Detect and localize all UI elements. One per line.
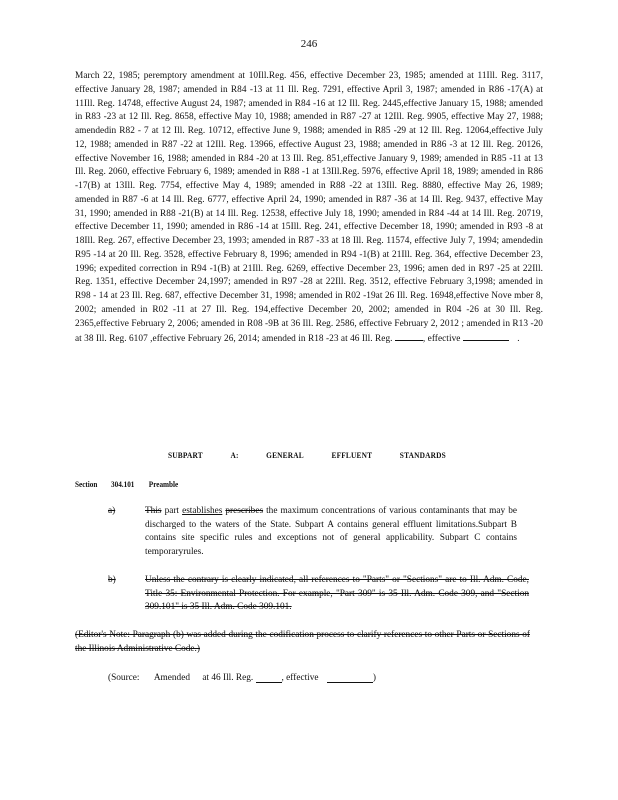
subpart-word-standards: STANDARDS	[399, 451, 446, 460]
paragraph-a-inserted: establishes	[182, 506, 223, 516]
paragraph-b: Unless the contrary is clearly indicated, all references to "Parts" or "Sections" are to Ill. Adm. Code, Title 35: Environmental Protection. For example, "Part 309" is 35 Ill. Adm. Code 309, and "Section 309.101" is 35 Ill. Adm. Code 309.101.	[145, 575, 529, 613]
effective-blank	[463, 331, 509, 341]
history-end: .	[517, 334, 520, 345]
paragraph-b-marker: b)	[108, 575, 116, 585]
history-note: March 22, 1985; peremptory amendment at 10Ill.Reg. 456, effective December 23, 1985; amended at 11Ill. Reg. 3117, effective January 28, 1987; amended in R84 -13 at 11 Ill. Reg. 7291, effective April 3, 1987; amended in R86 -17(A) at 11Ill. Reg. 14748, effective August 24, 1987; amended in R84 -16 at 12 Ill. Reg. 2445,effective January 15, 1988; amended in R83 -23 at 12 Ill. Reg. 8658, effective May 10, 1988; amended in R87 -27 at 12Ill. Reg. 9905, effective May 27, 1988; amendedin R82 - 7 at 12 Ill. Reg. 10712, effective June 9, 1988; amended in R85 -29 at 12 Ill. Reg. 12064,effective July 12, 1988; amended in R87 -22 at 12Ill. Reg. 13966, effective August 23, 1988; amended in R86 -3 at 12 Ill. Reg. 20126, effective November 16, 1988; amended in R84 -20 at 13 Ill. Reg. 851,effective January 9, 1989; amended in R85 -11 at 13 Ill. Reg. 2060, effective February 6, 1989; amended in R88 -1 at 13Ill.Reg. 5976, effective April 18, 1989; amended in R86 -17(B) at 13Ill. Reg. 7754, effective May 4, 1989; amended in R88 -22 at 13Ill. Reg. 8880, effective May 26, 1989; amended in R87 -6 at 14 Ill. Reg. 6777, effective April 24, 1990; amended in R87 -36 at 14 Ill. Reg. 9437, effective May 31, 1990; amended in R88 -21(B) at 14 Ill. Reg. 12538, effective July 18, 1990; amended in R84 -44 at 14 Ill. Reg. 20719, effective December 11, 1990; amended in R86 -14 at 15Ill. Reg. 241, effective December 18, 1990; amended in R93 -8 at 18Ill. Reg. 267, effective December 23, 1993; amended in R87 -33 at 18 Ill. Reg. 11574, effective July 7, 1994; amendedin R95 -14 at 20 Ill. Reg. 3528, effective February 8, 1996; amended in R94 -1(B) at 21Ill. Reg. 364, effective December 23, 1996; expedited correction in R94 -1(B) at 21Ill. Reg. 6269, effective December 23, 1996; amen ded in R97 -25 at 22Ill. Reg. 1351, effective December 24,1997; amended in R97 -28 at 22Ill. Reg. 3512, effective February 3,1998; amended in R98 - 14 at 23 Ill. Reg. 687, effective December 31, 1998; amended in R02 -19at 26 Ill. Reg. 16948,effective Nove mber 8, 2002; amended in R02 -11 at 27 Ill. Reg. 194,effective December 20, 2002; amended in R04 -26 at 30 Ill. Reg. 2365,effective February 2, 2006; amended in R08 -9B at 36 Ill. Reg. 2586, effective February 2, 2012 ; amended in R13 -20 at 38 Ill. Reg. 6107 ,effective February 26, 2014; amended in R18 -23 at 46 Ill. Reg. , effective .	[75, 71, 543, 345]
paragraph-a	[145, 505, 517, 559]
section-heading	[75, 480, 178, 489]
history-text: March 22, 1985; peremptory amendment at 10Ill.Reg. 456, effective December 23, 1985; amended at 11Ill. Reg. 3117, effective January 28, 1987; amended in R84 -13 at 11 Ill. Reg. 7291, effective April 3, 1987; amended in R86 -17(A) at 11Ill. Reg. 14748, effective August 24, 1987; amended in R84 -16 at 12 Ill. Reg. 2445,effective January 15, 1988; amended in R83 -23 at 12 Ill. Reg. 8658, effective May 10, 1988; amended in R87 -27 at 12Ill. Reg. 9905, effective May 27, 1988; amendedin R82 - 7 at 12 Ill. Reg. 10712, effective June 9, 1988; amended in R85 -29 at 12 Ill. Reg. 12064,effective July 12, 1988; amended in R87 -22 at 12Ill. Reg. 13966, effective August 23, 1988; amended in R86 -3 at 12 Ill. Reg. 20126, effective November 16, 1988; amended in R84 -20 at 13 Ill. Reg. 851,effective January 9, 1989; amended in R85 -11 at 13 Ill. Reg. 2060, effective February 6, 1989; amended in R88 -1 at 13Ill.Reg. 5976, effective April 18, 1989; amended in R86 -17(B) at 13Ill. Reg. 7754, effective May 4, 1989; amended in R88 -22 at 13Ill. Reg. 8880, effective May 26, 1989; amended in R87 -6 at 14 Ill. Reg. 6777, effective April 24, 1990; amended in R87 -36 at 14 Ill. Reg. 9437, effective May 31, 1990; amended in R88 -21(B) at 14 Ill. Reg. 12538, effective July 18, 1990; amended in R84 -44 at 14 Ill. Reg. 20719, effective December 11, 1990; amended in R86 -14 at 15Ill. Reg. 241, effective December 18, 1990; amended in R93 -8 at 18Ill. Reg. 267, effective December 23, 1993; amended in R87 -33 at 18 Ill. Reg. 11574, effective July 7, 1994; amendedin R95 -14 at 20 Ill. Reg. 3528, effective February 8, 1996; amended in R94 -1(B) at 21Ill. Reg. 364, effective December 23, 1996; expedited correction in R94 -1(B) at 21Ill. Reg. 6269, effective December 23, 1996; amen ded in R97 -25 at 22Ill. Reg. 1351, effective December 24,1997; amended in R97 -28 at 22Ill. Reg. 3512, effective February 3,1998; amended in R98 - 14 at 23 Ill. Reg. 687, effective December 31, 1998; amended in R02 -19at 26 Ill. Reg. 16948,effective Nove mber 8, 2002; amended in R02 -11 at 27 Ill. Reg. 194,effective December 20, 2002; amended in R04 -26 at 30 Ill. Reg. 2365,effective February 2, 2006; amended in R08 -9B at 36 Ill. Reg. 2586, effective February 2, 2012 ; amended in R13 -20 at 38 Ill. Reg. 6107 ,effective February 26, 2014; amended in R18 -23 at 46 Ill. Reg.	[75, 71, 543, 345]
paragraph-a-text-2: the maximum concentrations of various contaminants that may be discharged to the waters of the State. Subpart A contains general effluent limitations.Subpart B contains site specific rules and exceptions not of general applicability. Subpart C contains temporaryrules.	[145, 506, 517, 557]
reg-blank	[395, 331, 423, 341]
paragraph-a-struck-lead: This	[145, 506, 162, 516]
paragraph-a-struck: prescribes	[225, 506, 264, 516]
source-at: at 46 Ill. Reg.	[202, 673, 254, 683]
section-number: 304.101	[111, 480, 135, 489]
section-title: Preamble	[148, 480, 179, 489]
source-effective: , effective	[281, 673, 319, 683]
subpart-heading	[168, 451, 474, 460]
history-effective: effective	[427, 334, 461, 345]
page-number: 246	[300, 38, 318, 50]
subpart-word: SUBPART	[168, 451, 203, 460]
paragraph-a-text-1: part	[164, 506, 180, 516]
source-reg-blank	[256, 672, 282, 683]
source-amended: Amended	[153, 673, 190, 683]
source-effective-blank	[327, 672, 373, 683]
section-label: Section	[75, 480, 98, 489]
subpart-letter: A:	[230, 451, 239, 460]
editors-note: (Editor's Note: Paragraph (b) was added during the codification process to clarify references to other Parts or Sections of the Illinois Administrative Code.)	[75, 630, 530, 654]
subpart-word-general: GENERAL	[266, 451, 304, 460]
source-note	[108, 672, 376, 683]
source-close: )	[372, 673, 376, 683]
source-lead: (Source:	[108, 673, 140, 683]
subpart-word-effluent: EFFLUENT	[331, 451, 373, 460]
paragraph-a-marker: a)	[108, 506, 116, 516]
